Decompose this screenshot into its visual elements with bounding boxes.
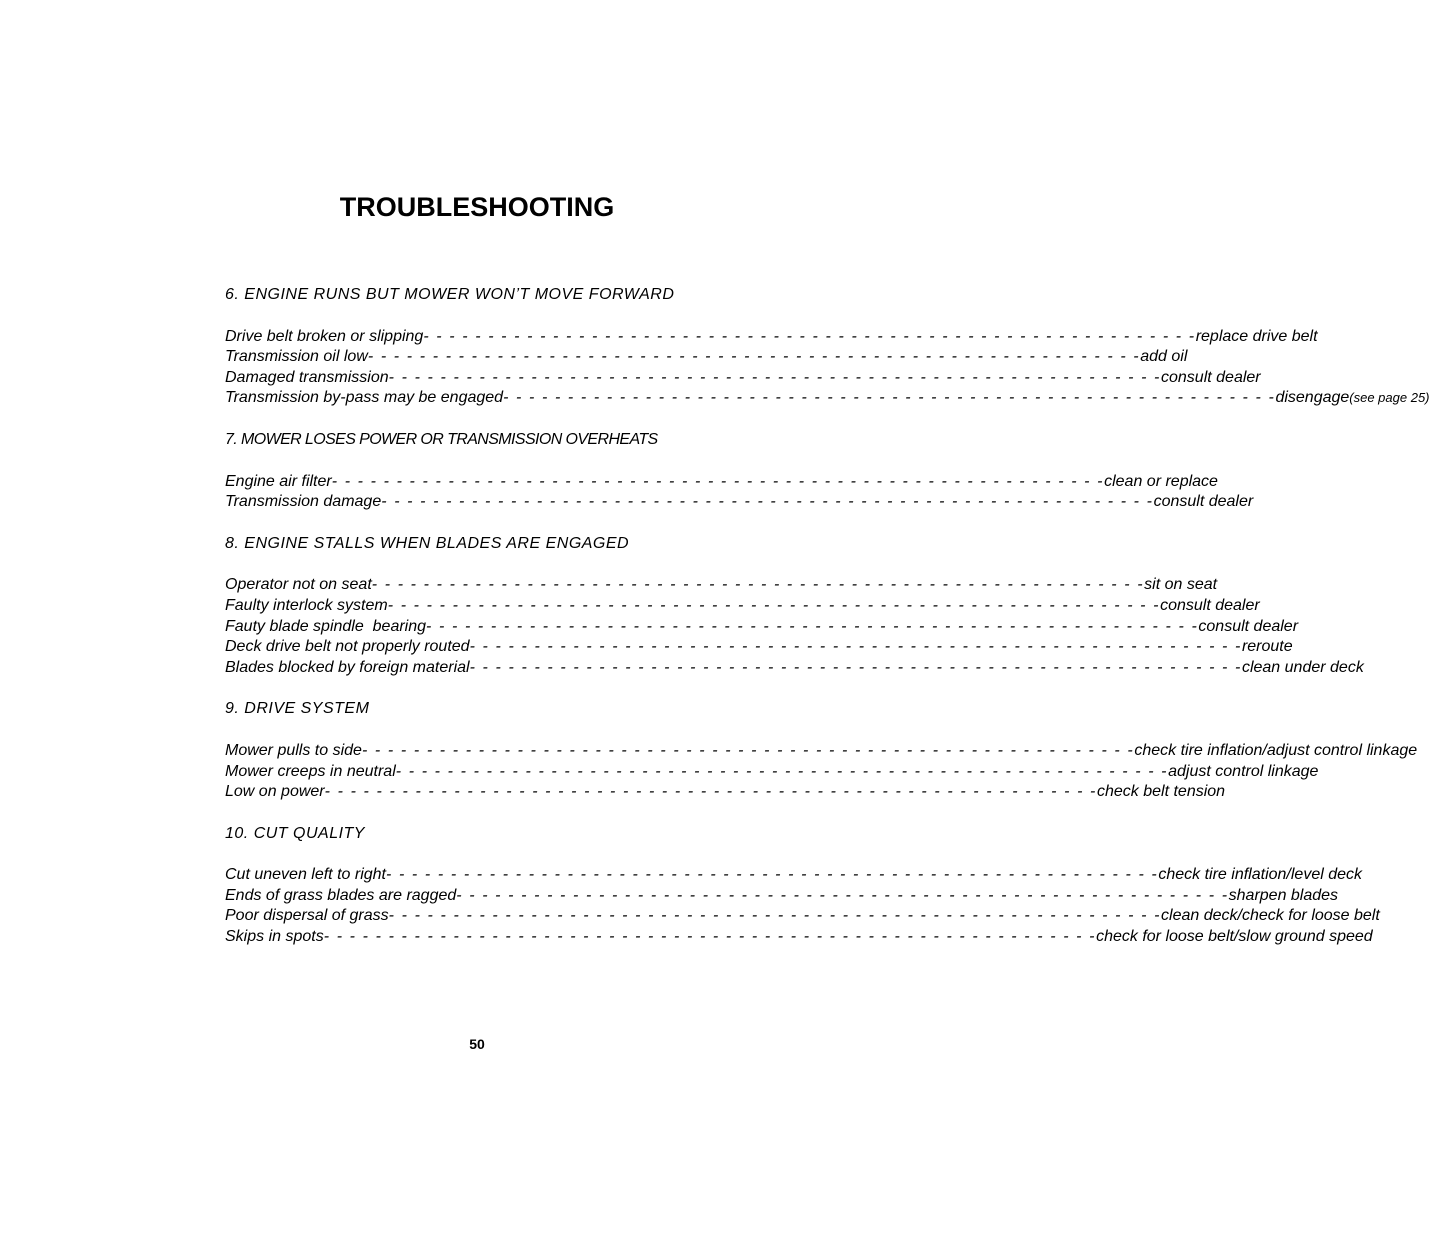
section-heading: 6. ENGINE RUNS BUT MOWER WON’T MOVE FORWARD [225, 286, 675, 303]
dash-leader: - - - - - - - - - - - - - - - - - - - - - - - - - - - - - - - - - - - - - - - - - - - - - - - - - - - - - - - - - - - - [381, 493, 1154, 511]
remedy-label: disengage [1275, 389, 1350, 407]
dash-leader: - - - - - - - - - - - - - - - - - - - - - - - - - - - - - - - - - - - - - - - - - - - - - - - - - - - - - - - - - - - - [423, 327, 1196, 345]
problem-text: Transmission damage [225, 493, 382, 511]
problem-text: Skips in spots [225, 928, 324, 946]
problem-text: Low on power [225, 783, 325, 801]
problem-text: Drive belt broken or slipping [225, 327, 424, 345]
section-7 [225, 430, 1254, 513]
dash-leader: - - - - - - - - - - - - - - - - - - - - - - - - - - - - - - - - - - - - - - - - - - - - - - - - - - - - - - - - - - - - [331, 472, 1105, 490]
dash-leader: - - - - - - - - - - - - - - - - - - - - - - - - - - - - - - - - - - - - - - - - - - - - - - - - - - - - - - - - - - - - [395, 762, 1169, 780]
troubleshooting-row [225, 886, 1339, 907]
problem-text: Transmission by-pass may be engaged [225, 389, 504, 407]
dash-leader: - - - - - - - - - - - - - - - - - - - - - - - - - - - - - - - - - - - - - - - - - - - - - - - - - - - - - - - - - - - - [503, 389, 1276, 407]
troubleshooting-row [225, 782, 1226, 803]
troubleshooting-row [225, 347, 1188, 368]
remedy-text: check tire inflation/level deck [1158, 866, 1363, 884]
dash-leader: - - - - - - - - - - - - - - - - - - - - - - - - - - - - - - - - - - - - - - - - - - - - - - - - - - - - - - - - - - - - [367, 348, 1141, 366]
section-heading: 10. CUT QUALITY [225, 824, 365, 842]
troubleshooting-row [225, 906, 1380, 927]
problem-text: Blades blocked by foreign material [225, 658, 470, 676]
troubleshooting-row [225, 368, 1261, 389]
problem-text: Transmission oil low [225, 348, 368, 366]
troubleshooting-row [225, 927, 1373, 948]
problem-text: Deck drive belt not properly routed [225, 638, 470, 656]
problem-text: Mower creeps in neutral [225, 762, 396, 780]
remedy-text: clean or replace [1104, 472, 1218, 490]
page-reference-note: (see page 25) [1349, 390, 1430, 406]
problem-text: Engine air filter [225, 472, 332, 490]
dash-leader: - - - - - - - - - - - - - - - - - - - - - - - - - - - - - - - - - - - - - - - - - - - - - - - - - - - - - - - - - - - - [385, 866, 1159, 884]
problem-text: Operator not on seat [225, 576, 372, 594]
remedy-text: consult dealer [1153, 493, 1254, 511]
dash-leader: - - - - - - - - - - - - - - - - - - - - - - - - - - - - - - - - - - - - - - - - - - - - - - - - - - - - - - - - - - - - [388, 368, 1161, 386]
page-title: TROUBLESHOOTING [339, 192, 615, 222]
troubleshooting-row [225, 637, 1293, 658]
remedy-text: adjust control linkage [1168, 762, 1319, 780]
dash-leader: - - - - - - - - - - - - - - - - - - - - - - - - - - - - - - - - - - - - - - - - - - - - - - - - - - - - - - - - - - - - [387, 596, 1161, 614]
remedy-text: sharpen blades [1228, 886, 1339, 904]
problem-text: Faulty interlock system [225, 596, 388, 614]
problem-text: Fauty blade spindle bearing [225, 617, 427, 635]
remedy-text: consult dealer [1198, 617, 1299, 635]
dash-leader: - - - - - - - - - - - - - - - - - - - - - - - - - - - - - - - - - - - - - - - - - - - - - - - - - - - - - - - - - - - - [371, 576, 1145, 594]
dash-leader: - - - - - - - - - - - - - - - - - - - - - - - - - - - - - - - - - - - - - - - - - - - - - - - - - - - - - - - - - - - - [388, 907, 1162, 925]
troubleshooting-row [225, 596, 1260, 617]
section-6 [225, 285, 1430, 409]
dash-leader: - - - - - - - - - - - - - - - - - - - - - - - - - - - - - - - - - - - - - - - - - - - - - - - - - - - - - - - - - - - - [324, 783, 1097, 801]
dash-leader: - - - - - - - - - - - - - - - - - - - - - - - - - - - - - - - - - - - - - - - - - - - - - - - - - - - - - - - - - - - - [456, 886, 1229, 904]
troubleshooting-row [225, 575, 1218, 596]
remedy-text: consult dealer [1161, 368, 1261, 386]
problem-text: Cut uneven left to right [225, 866, 386, 884]
problem-text: Mower pulls to side [225, 741, 362, 759]
section-heading: 9. DRIVE SYSTEM [225, 700, 370, 718]
dash-leader: - - - - - - - - - - - - - - - - - - - - - - - - - - - - - - - - - - - - - - - - - - - - - - - - - - - - - - - - - - - - [323, 928, 1097, 946]
remedy-text: sit on seat [1144, 576, 1218, 594]
section-heading: 7. MOWER LOSES POWER OR TRANSMISSION OVERHEATS [225, 430, 658, 448]
remedy-text: check tire inflation/adjust control linkage [1134, 741, 1418, 759]
remedy-text: reroute [1241, 638, 1293, 656]
dash-leader: - - - - - - - - - - - - - - - - - - - - - - - - - - - - - - - - - - - - - - - - - - - - - - - - - - - - - - - - - - - - [361, 741, 1135, 759]
remedy-text [1275, 388, 1429, 409]
troubleshooting-row [225, 492, 1254, 513]
remedy-text: add oil [1140, 348, 1188, 366]
problem-text: Ends of grass blades are ragged [225, 886, 457, 904]
troubleshooting-row [225, 327, 1318, 348]
troubleshooting-list [225, 285, 1430, 969]
remedy-text: replace drive belt [1195, 327, 1318, 345]
dash-leader: - - - - - - - - - - - - - - - - - - - - - - - - - - - - - - - - - - - - - - - - - - - - - - - - - - - - - - - - - - - - [426, 617, 1199, 635]
remedy-text: clean under deck [1241, 658, 1364, 676]
remedy-text: consult dealer [1160, 596, 1260, 614]
section-10 [225, 824, 1380, 948]
troubleshooting-row [225, 762, 1319, 783]
troubleshooting-row [225, 617, 1299, 638]
section-9 [225, 699, 1418, 802]
remedy-text: check for loose belt/slow ground speed [1096, 928, 1373, 946]
dash-leader: - - - - - - - - - - - - - - - - - - - - - - - - - - - - - - - - - - - - - - - - - - - - - - - - - - - - - - - - - - - - [469, 658, 1242, 676]
dash-leader: - - - - - - - - - - - - - - - - - - - - - - - - - - - - - - - - - - - - - - - - - - - - - - - - - - - - - - - - - - - - [469, 638, 1242, 656]
page-number: 50 [469, 1036, 485, 1052]
problem-text: Damaged transmission [225, 368, 389, 386]
remedy-text: check belt tension [1097, 783, 1226, 801]
troubleshooting-row [225, 741, 1418, 762]
section-heading: 8. ENGINE STALLS WHEN BLADES ARE ENGAGED [225, 534, 630, 552]
troubleshooting-row [225, 472, 1218, 493]
troubleshooting-row [225, 865, 1363, 886]
troubleshooting-row [225, 388, 1430, 409]
problem-text: Poor dispersal of grass [225, 907, 389, 925]
section-8 [225, 534, 1364, 679]
remedy-text: clean deck/check for loose belt [1161, 907, 1380, 925]
troubleshooting-row [225, 658, 1364, 679]
